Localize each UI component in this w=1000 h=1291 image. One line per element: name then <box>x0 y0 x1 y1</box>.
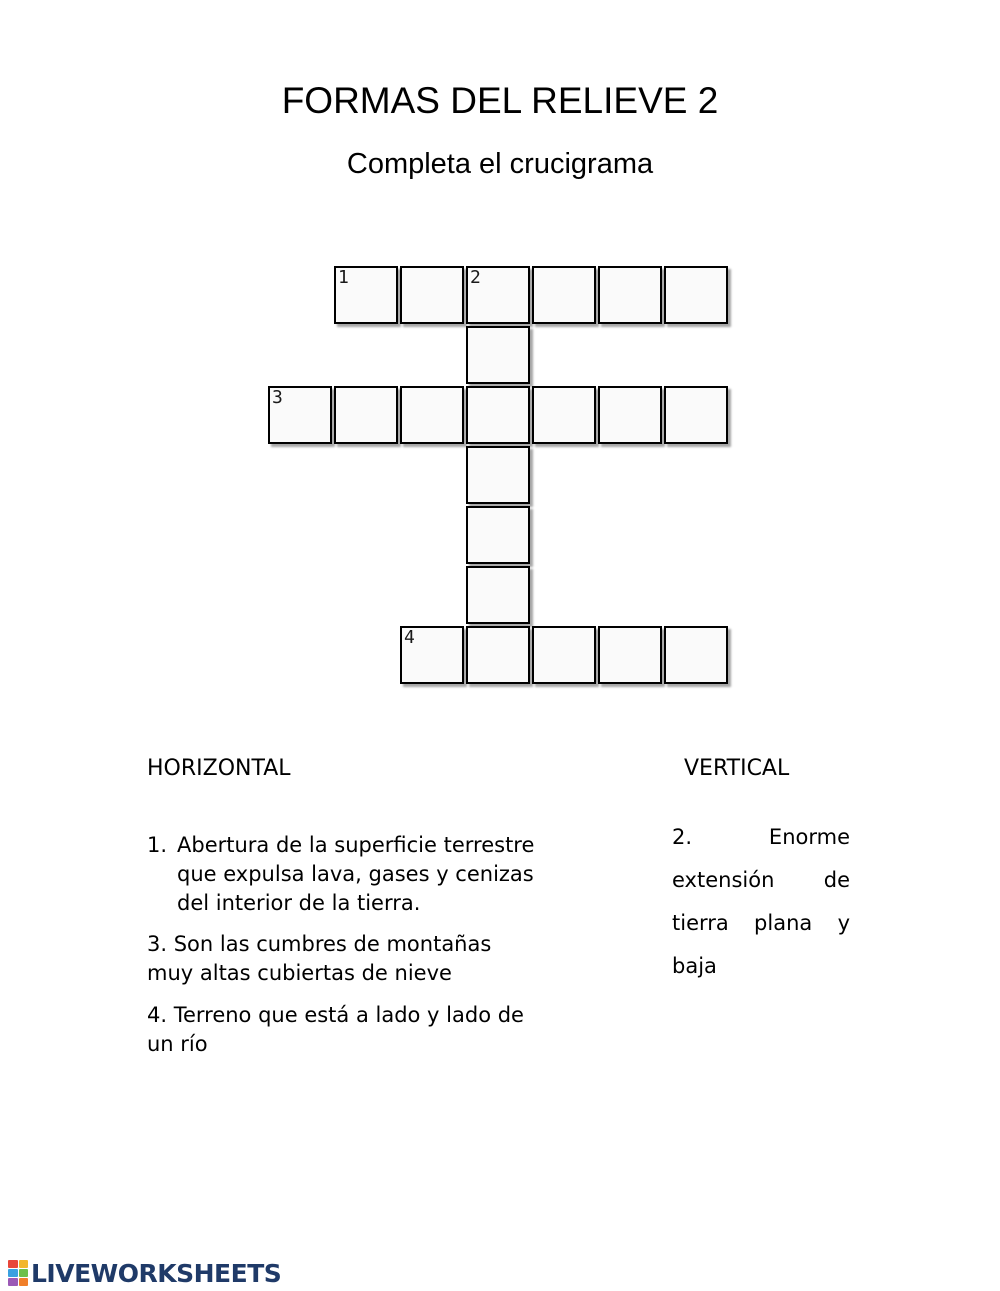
crossword-cell[interactable] <box>466 326 530 384</box>
clue-number: 2 <box>470 267 481 288</box>
horizontal-clue-3: 3. Son las cumbres de montañas muy altas cubiertas de nieve <box>147 932 492 985</box>
crossword-cell[interactable] <box>466 626 530 684</box>
brand-name: LIVEWORKSHEETS <box>31 1258 282 1288</box>
page-subtitle: Completa el crucigrama <box>346 148 654 180</box>
letter-input[interactable] <box>468 268 528 322</box>
crossword-cell[interactable] <box>598 266 662 324</box>
crossword-cell[interactable] <box>664 386 728 444</box>
letter-input[interactable] <box>468 628 528 682</box>
letter-input[interactable] <box>336 268 396 322</box>
crossword-cell[interactable] <box>664 626 728 684</box>
letter-input[interactable] <box>468 508 528 562</box>
horizontal-heading: HORIZONTAL <box>147 756 291 781</box>
letter-input[interactable] <box>534 388 594 442</box>
crossword-cell[interactable] <box>334 266 398 324</box>
letter-input[interactable] <box>600 628 660 682</box>
liveworksheets-logo-icon <box>8 1260 28 1286</box>
clue-number: 4 <box>404 627 415 648</box>
clue-number: 3 <box>272 387 283 408</box>
horizontal-clue-4: 4. Terreno que está a lado y lado de un río <box>147 1003 524 1056</box>
letter-input[interactable] <box>600 268 660 322</box>
horizontal-clue-1 <box>147 831 539 918</box>
letter-input[interactable] <box>534 268 594 322</box>
crossword-cell[interactable] <box>400 386 464 444</box>
crossword-cell[interactable] <box>334 386 398 444</box>
letter-input[interactable] <box>468 568 528 622</box>
letter-input[interactable] <box>666 628 726 682</box>
letter-input[interactable] <box>468 388 528 442</box>
crossword-cell[interactable] <box>532 386 596 444</box>
crossword-cell[interactable] <box>400 626 464 684</box>
letter-input[interactable] <box>666 388 726 442</box>
clue-1-number: 1. <box>147 833 168 857</box>
clue-number: 1 <box>338 267 349 288</box>
letter-input[interactable] <box>402 268 462 322</box>
crossword-cell[interactable] <box>466 446 530 504</box>
crossword-cell[interactable] <box>664 266 728 324</box>
crossword-cell[interactable] <box>400 266 464 324</box>
crossword-cell[interactable] <box>532 626 596 684</box>
crossword-cell[interactable] <box>268 386 332 444</box>
crossword-cell[interactable] <box>466 566 530 624</box>
letter-input[interactable] <box>468 448 528 502</box>
letter-input[interactable] <box>600 388 660 442</box>
letter-input[interactable] <box>534 628 594 682</box>
crossword-cell[interactable] <box>466 506 530 564</box>
crossword-cell[interactable] <box>532 266 596 324</box>
letter-input[interactable] <box>666 268 726 322</box>
crossword-cell[interactable] <box>598 386 662 444</box>
brand-footer <box>8 1258 281 1288</box>
letter-input[interactable] <box>402 628 462 682</box>
letter-input[interactable] <box>402 388 462 442</box>
crossword-cell[interactable] <box>466 386 530 444</box>
vertical-clue-2: 2. Enorme extensión de tierra plana y baja <box>672 825 850 978</box>
letter-input[interactable] <box>468 328 528 382</box>
crossword-cell[interactable] <box>466 266 530 324</box>
vertical-heading: VERTICAL <box>684 756 790 781</box>
letter-input[interactable] <box>336 388 396 442</box>
crossword-cell[interactable] <box>598 626 662 684</box>
page-title: FORMAS DEL RELIEVE 2 <box>281 80 719 121</box>
letter-input[interactable] <box>270 388 330 442</box>
clue-1-text: Abertura de la superficie terrestre que expulsa lava, gases y cenizas del interior de la tierra. <box>177 833 535 915</box>
